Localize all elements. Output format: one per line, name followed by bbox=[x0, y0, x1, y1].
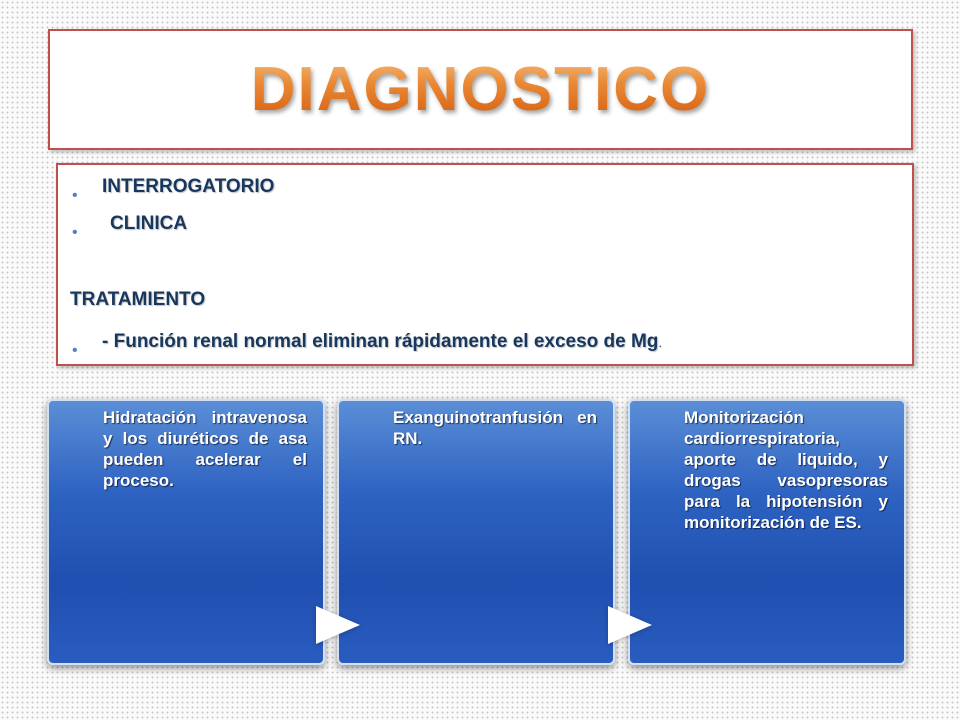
bullet-item-funcion-renal bbox=[102, 331, 662, 353]
process-step-card-1 bbox=[47, 399, 325, 665]
bullet-item-funcion-renal-text: - Función renal normal eliminan rápidamente el exceso de Mg bbox=[102, 331, 659, 352]
bullet-icon: • bbox=[72, 224, 78, 241]
process-step-text-2: Exanguinotranfusión en RN. bbox=[393, 408, 597, 448]
slide-title: DIAGNOSTICO bbox=[50, 54, 911, 125]
content-box bbox=[56, 163, 914, 366]
section-heading-tratamiento: TRATAMIENTO bbox=[70, 289, 206, 310]
bullet-icon: • bbox=[72, 342, 78, 359]
right-arrow-icon bbox=[316, 606, 360, 644]
process-step-card-3 bbox=[628, 399, 906, 665]
bullet-icon: • bbox=[72, 187, 78, 204]
process-step-card-2 bbox=[337, 399, 615, 665]
bullet-item-period: . bbox=[658, 335, 663, 350]
title-box bbox=[48, 29, 913, 150]
process-step-text-3: Monitorización cardiorrespiratoria, aporte de liquido, y drogas vasopresoras para la hipotensión y monitorización de ES. bbox=[684, 408, 888, 532]
bullet-item-clinica: CLINICA bbox=[110, 213, 188, 234]
bullet-item-interrogatorio: INTERROGATORIO bbox=[102, 176, 275, 197]
process-step-text-1: Hidratación intravenosa y los diuréticos de asa pueden acelerar el proceso. bbox=[103, 408, 307, 490]
right-arrow-icon bbox=[608, 606, 652, 644]
